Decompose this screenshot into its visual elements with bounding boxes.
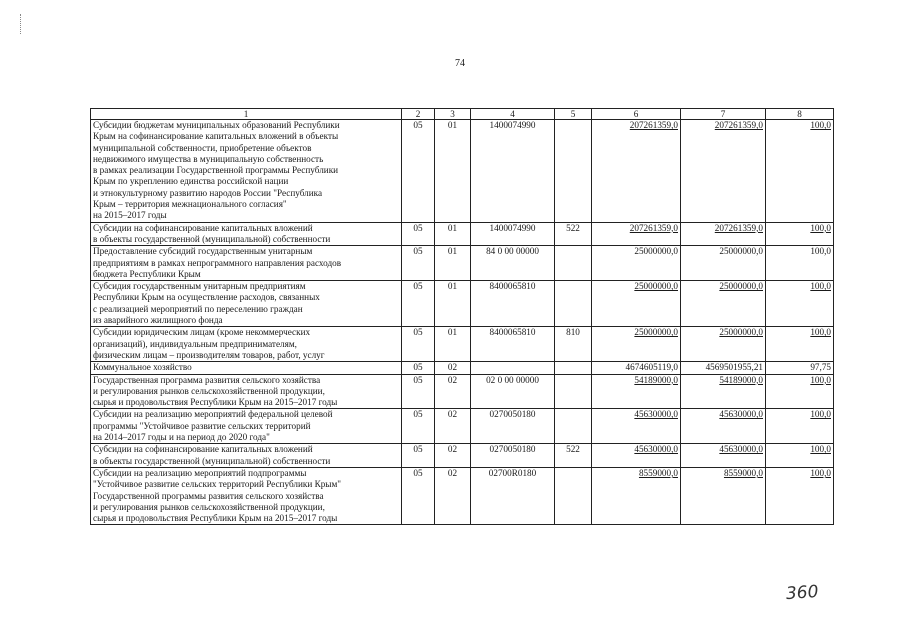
row-name-cell — [91, 222, 402, 246]
execution-percent-text: 100,0 — [810, 327, 831, 338]
executed-amount-text: 25000000,0 — [719, 327, 763, 338]
target-article-cell — [471, 362, 555, 374]
executed-amount-cell — [681, 120, 766, 223]
header-cell-5: 5 — [555, 109, 592, 120]
header-cell-2: 2 — [402, 109, 435, 120]
header-cell-8: 8 — [766, 109, 834, 120]
planned-amount-text: 25000000,0 — [634, 281, 678, 292]
table-row — [91, 409, 834, 444]
subsection-code-text: 01 — [447, 246, 458, 257]
executed-amount-cell — [681, 444, 766, 468]
section-code-text: 05 — [413, 222, 423, 233]
page-number: 74 — [455, 58, 465, 69]
row-name-text: Субсидии на реализацию мероприятий федеральной целевой программы "Устойчивое развитие сельских территорий на 2014–2017 годы и на период до 2020 года" — [93, 409, 333, 443]
expense-type-cell — [555, 374, 592, 409]
subsection-code-cell — [435, 409, 471, 444]
execution-percent-cell — [766, 120, 834, 223]
header-cell-3: 3 — [435, 109, 471, 120]
subsection-code-cell — [435, 467, 471, 524]
expense-type-text: 522 — [566, 444, 580, 455]
execution-percent-text: 100,0 — [810, 281, 831, 292]
target-article-cell — [471, 281, 555, 327]
row-name-cell — [91, 467, 402, 524]
execution-percent-text: 100,0 — [810, 409, 831, 420]
expense-type-cell — [555, 327, 592, 362]
target-article-text: 02 0 00 00000 — [486, 374, 539, 385]
section-code-cell — [402, 222, 435, 246]
executed-amount-text: 8559000,0 — [723, 467, 763, 478]
planned-amount-cell — [592, 467, 681, 524]
subsection-code-text: 01 — [447, 327, 458, 338]
execution-percent-text: 100,0 — [810, 467, 831, 478]
expense-type-cell — [555, 444, 592, 468]
planned-amount-cell — [592, 374, 681, 409]
row-name-text: Предоставление субсидий государственным унитарным предприятиям в рамках непрограммного направления расходов бюджета Республики Крым — [93, 246, 342, 279]
executed-amount-text: 207261359,0 — [714, 222, 763, 233]
table-row — [91, 374, 834, 409]
section-code-text: 05 — [413, 374, 423, 385]
planned-amount-text: 25000000,0 — [634, 246, 678, 257]
planned-amount-cell — [592, 444, 681, 468]
table-row — [91, 467, 834, 524]
section-code-text: 05 — [413, 409, 423, 420]
target-article-text: 0270050180 — [489, 409, 536, 420]
execution-percent-cell — [766, 222, 834, 246]
planned-amount-text: 207261359,0 — [629, 120, 678, 130]
planned-amount-cell — [592, 327, 681, 362]
execution-percent-cell — [766, 444, 834, 468]
header-row — [91, 109, 834, 120]
executed-amount-text: 25000000,0 — [719, 246, 763, 257]
header-cell-1: 1 — [91, 109, 402, 120]
row-name-cell — [91, 409, 402, 444]
planned-amount-cell — [592, 120, 681, 223]
row-name-text: Субсидии юридическим лицам (кроме некоммерческих организаций), индивидуальным предпринимателям, физическим лицам – производителям товаров, работ, услуг — [93, 327, 325, 360]
execution-percent-text: 100,0 — [810, 374, 831, 385]
row-name-cell — [91, 246, 402, 281]
subsection-code-cell — [435, 222, 471, 246]
section-code-text: 05 — [413, 120, 423, 130]
expense-type-cell — [555, 281, 592, 327]
expense-type-cell — [555, 467, 592, 524]
section-code-cell — [402, 362, 435, 374]
executed-amount-cell — [681, 327, 766, 362]
executed-amount-text: 54189000,0 — [719, 374, 763, 385]
row-name-cell — [91, 362, 402, 374]
executed-amount-text: 207261359,0 — [714, 120, 763, 130]
planned-amount-text: 54189000,0 — [634, 374, 678, 385]
target-article-text: 1400074990 — [489, 222, 536, 233]
execution-percent-cell — [766, 467, 834, 524]
row-name-cell — [91, 327, 402, 362]
target-article-cell — [471, 246, 555, 281]
row-name-text: Субсидия государственным унитарным предприятиям Республики Крым на осуществление расходов, связанных с реализацией мероприятий по переселению граждан из аварийного жилищного фонда — [93, 281, 320, 326]
executed-amount-text: 45630000,0 — [719, 444, 763, 455]
expense-type-cell — [555, 246, 592, 281]
planned-amount-text: 25000000,0 — [634, 327, 678, 338]
section-code-cell — [402, 120, 435, 223]
planned-amount-cell — [592, 409, 681, 444]
row-name-cell — [91, 374, 402, 409]
planned-amount-cell — [592, 281, 681, 327]
expense-type-cell — [555, 120, 592, 223]
execution-percent-cell — [766, 409, 834, 444]
subsection-code-text: 02 — [447, 467, 458, 478]
header-cell-6: 6 — [592, 109, 681, 120]
subsection-code-text: 01 — [447, 222, 458, 233]
table-row — [91, 362, 834, 374]
planned-amount-cell — [592, 222, 681, 246]
execution-percent-cell — [766, 362, 834, 374]
target-article-cell — [471, 120, 555, 223]
execution-percent-cell — [766, 281, 834, 327]
row-name-text: Коммунальное хозяйство — [93, 362, 192, 373]
subsection-code-text: 02 — [447, 444, 458, 455]
row-name-text: Субсидии на реализацию мероприятий подпрограммы "Устойчивое развитие сельских территорий Республики Крым" Государственной программы развития сельского хозяйства и регулирования рынков сельскохозяйственной продукции, сырья и продовольствия Республики Крым на 2015–2017 годы — [93, 467, 342, 524]
executed-amount-text: 4569501955,21 — [705, 362, 763, 373]
executed-amount-cell — [681, 246, 766, 281]
subsection-code-cell — [435, 362, 471, 374]
execution-percent-cell — [766, 327, 834, 362]
target-article-cell — [471, 222, 555, 246]
row-name-text: Государственная программа развития сельского хозяйства и регулирования рынков сельскохозяйственной продукции, сырья и продовольствия Республики Крым на 2015–2017 годы — [93, 374, 338, 408]
section-code-text: 05 — [413, 246, 423, 257]
target-article-cell — [471, 327, 555, 362]
subsection-code-cell — [435, 246, 471, 281]
execution-percent-text: 97,75 — [810, 362, 831, 373]
expense-type-text: 522 — [566, 222, 580, 233]
section-code-cell — [402, 467, 435, 524]
executed-amount-cell — [681, 467, 766, 524]
planned-amount-cell — [592, 362, 681, 374]
section-code-text: 05 — [413, 444, 423, 455]
table-row — [91, 222, 834, 246]
subsection-code-text: 01 — [447, 281, 458, 292]
subsection-code-cell — [435, 374, 471, 409]
section-code-text: 05 — [413, 362, 423, 373]
subsection-code-text: 02 — [447, 409, 458, 420]
section-code-text: 05 — [413, 327, 423, 338]
section-code-text: 05 — [413, 467, 423, 478]
expense-type-cell — [555, 409, 592, 444]
planned-amount-text: 4674605119,0 — [625, 362, 678, 373]
executed-amount-cell — [681, 362, 766, 374]
executed-amount-text: 45630000,0 — [719, 409, 763, 420]
section-code-cell — [402, 444, 435, 468]
table-body — [91, 120, 834, 525]
expense-type-cell — [555, 222, 592, 246]
subsection-code-cell — [435, 327, 471, 362]
execution-percent-cell — [766, 374, 834, 409]
execution-percent-text: 100,0 — [810, 444, 831, 455]
target-article-text: 8400065810 — [489, 327, 536, 338]
budget-table — [90, 108, 834, 525]
execution-percent-cell — [766, 246, 834, 281]
target-article-text: 02700R0180 — [488, 467, 537, 478]
table-row — [91, 281, 834, 327]
handwritten-page-mark: 360 — [785, 581, 820, 605]
planned-amount-text: 207261359,0 — [629, 222, 678, 233]
target-article-cell — [471, 444, 555, 468]
row-name-cell — [91, 120, 402, 223]
target-article-cell — [471, 374, 555, 409]
section-code-cell — [402, 327, 435, 362]
row-name-cell — [91, 444, 402, 468]
target-article-cell — [471, 409, 555, 444]
executed-amount-cell — [681, 409, 766, 444]
subsection-code-cell — [435, 444, 471, 468]
execution-percent-text: 100,0 — [810, 222, 831, 233]
planned-amount-cell — [592, 246, 681, 281]
planned-amount-text: 8559000,0 — [638, 467, 678, 478]
subsection-code-text: 02 — [447, 362, 458, 373]
target-article-cell — [471, 467, 555, 524]
subsection-code-cell — [435, 281, 471, 327]
row-name-text: Субсидии бюджетам муниципальных образований Республики Крым на софинансирование капитальных вложений в объекты муниципальной собственности, приобретение объектов недвижимого имущества в муниципальную собственность в рамках реализации Государственной программы Республики Крым по укреплению единства российской нации и этнокультурному развитию народов России "Республика Крым – территория межнационального согласия" на 2015–2017 годы — [93, 120, 340, 221]
executed-amount-cell — [681, 374, 766, 409]
executed-amount-text: 25000000,0 — [719, 281, 763, 292]
planned-amount-text: 45630000,0 — [634, 444, 678, 455]
section-code-cell — [402, 246, 435, 281]
expense-type-text: 810 — [566, 327, 580, 338]
section-code-cell — [402, 374, 435, 409]
execution-percent-text: 100,0 — [810, 120, 831, 130]
table-row — [91, 120, 834, 223]
table-row — [91, 246, 834, 281]
execution-percent-text: 100,0 — [810, 246, 831, 257]
header-cell-4: 4 — [471, 109, 555, 120]
table-row — [91, 327, 834, 362]
subsection-code-cell — [435, 120, 471, 223]
executed-amount-cell — [681, 281, 766, 327]
executed-amount-cell — [681, 222, 766, 246]
target-article-text: 8400065810 — [489, 281, 536, 292]
header-cell-7: 7 — [681, 109, 766, 120]
section-code-text: 05 — [413, 281, 423, 292]
section-code-cell — [402, 409, 435, 444]
target-article-text: 1400074990 — [489, 120, 536, 130]
target-article-text: 0270050180 — [489, 444, 536, 455]
subsection-code-text: 02 — [447, 374, 458, 385]
section-code-cell — [402, 281, 435, 327]
row-name-text: Субсидии на софинансирование капитальных вложений в объекты государственной (муниципальной) собственности — [93, 444, 331, 466]
planned-amount-text: 45630000,0 — [634, 409, 678, 420]
row-name-cell — [91, 281, 402, 327]
row-name-text: Субсидии на софинансирование капитальных вложений в объекты государственной (муниципальной) собственности — [93, 222, 331, 244]
subsection-code-text: 01 — [447, 120, 458, 130]
table-row — [91, 444, 834, 468]
expense-type-cell — [555, 362, 592, 374]
target-article-text: 84 0 00 00000 — [486, 246, 539, 257]
margin-marks — [20, 14, 23, 34]
